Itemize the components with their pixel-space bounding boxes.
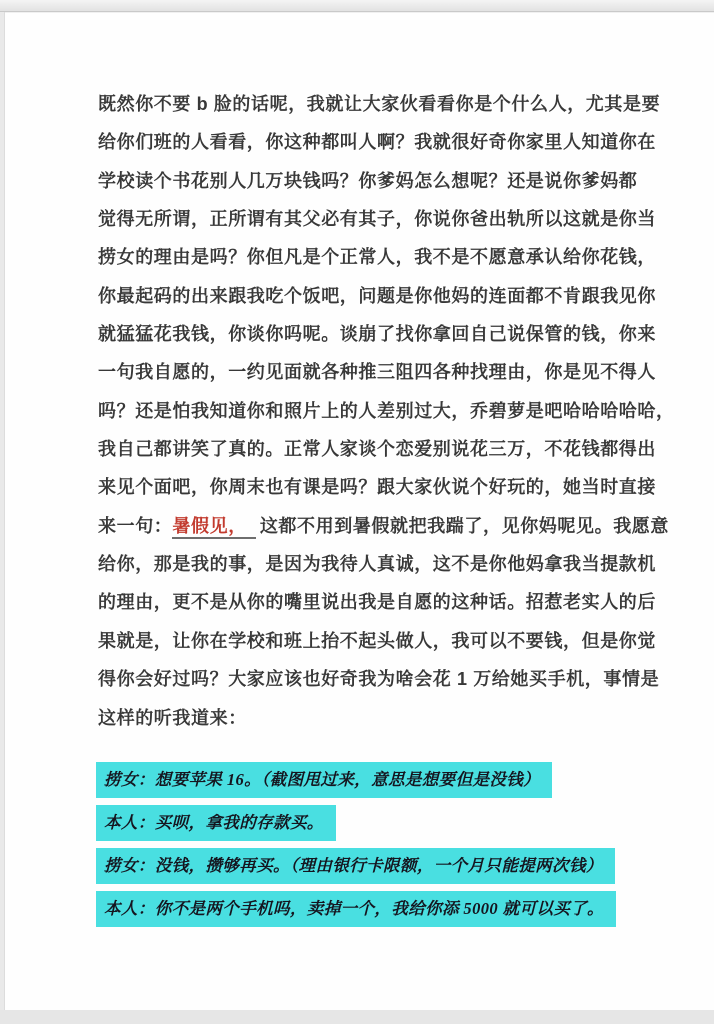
paragraph-line: 捞女的理由是吗？你但凡是个正常人，我不是不愿意承认给你花钱， bbox=[98, 247, 656, 268]
top-edge-strip bbox=[0, 0, 714, 12]
paragraph-line: 一句我自愿的，一约见面就各种推三阻四各种找理由，你是见不得人 bbox=[98, 362, 656, 383]
paragraph-line: 我自己都讲笑了真的。正常人家谈个恋爱别说花三万，不花钱都得出 bbox=[98, 439, 656, 460]
dialogue-line: 捞女：想要苹果 16。（截图甩过来，意思是想要但是没钱） bbox=[96, 762, 552, 798]
paragraph-line-emphasis bbox=[98, 507, 670, 545]
paragraph-line: 得你会好过吗？大家应该也好奇我为啥会花 1 万给她买手机，事情是 bbox=[98, 669, 660, 690]
dialogue-line: 本人：买呗，拿我的存款买。 bbox=[96, 805, 336, 841]
dialogue-line: 捞女：没钱，攒够再买。（理由银行卡限额，一个月只能提两次钱） bbox=[96, 848, 615, 884]
paragraph-line: 给你们班的人看看，你这种都叫人啊？我就很好奇你家里人知道你在 bbox=[98, 132, 656, 153]
paragraph-line: 给你，那是我的事，是因为我待人真诚，这不是你他妈拿我当提款机 bbox=[98, 554, 656, 575]
emphasis-prefix: 来一句： bbox=[98, 515, 173, 536]
paragraph-line: 来见个面吧，你周末也有课是吗？跟大家伙说个好玩的，她当时直接 bbox=[98, 477, 656, 498]
paragraph-line: 就猛猛花我钱，你谈你吗呢。谈崩了找你拿回自己说保管的钱，你来 bbox=[98, 324, 656, 345]
bottom-edge-strip bbox=[0, 1010, 714, 1024]
dialogue-line: 本人：你不是两个手机吗，卖掉一个，我给你添 5000 就可以买了。 bbox=[96, 891, 616, 927]
paragraph-line: 你最起码的出来跟我吃个饭吧，问题是你他妈的连面都不肯跟我见你 bbox=[98, 285, 656, 306]
paragraph-line: 果就是，让你在学校和班上抬不起头做人，我可以不要钱，但是你觉 bbox=[98, 630, 656, 651]
paragraph-line: 这样的听我道来： bbox=[98, 707, 247, 728]
page-card bbox=[4, 12, 714, 1010]
paragraph-line: 的理由，更不是从你的嘴里说出我是自愿的这种话。招惹老实人的后 bbox=[98, 592, 656, 613]
paragraph-line: 觉得无所谓，正所谓有其父必有其子，你说你爸出轨所以这就是你当 bbox=[98, 209, 656, 230]
main-paragraph bbox=[98, 85, 675, 737]
paragraph-line: 学校读个书花别人几万块钱吗？你爹妈怎么想呢？还是说你爹妈都 bbox=[98, 170, 638, 191]
emphasis-suffix: 这都不用到暑假就把我踹了，见你妈呢见。我愿意 bbox=[259, 515, 670, 536]
highlighted-dialogue bbox=[96, 762, 656, 934]
paragraph-line: 吗？还是怕我知道你和照片上的人差别过大，乔碧萝是吧哈哈哈哈哈， bbox=[98, 400, 675, 421]
red-underlined-text: 暑假见， bbox=[172, 516, 255, 539]
paragraph-line: 既然你不要 b 脸的话呢，我就让大家伙看看你是个什么人，尤其是要 bbox=[98, 94, 661, 114]
